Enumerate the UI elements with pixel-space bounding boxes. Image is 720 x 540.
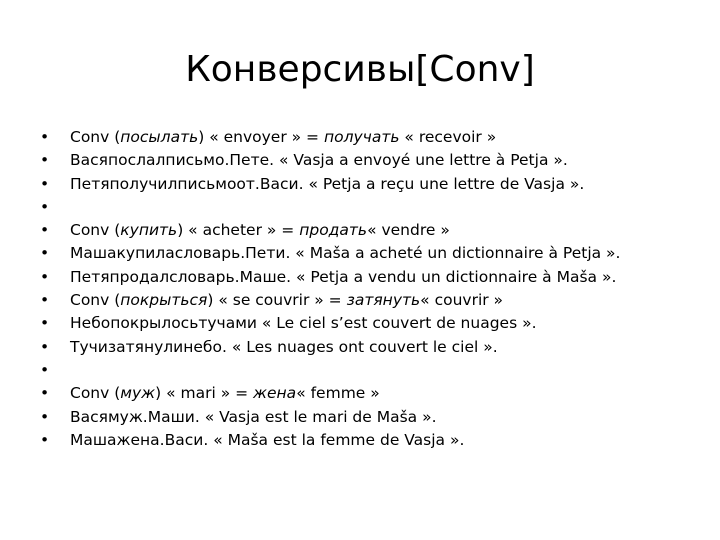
bullet-item xyxy=(40,359,710,382)
bullet-item xyxy=(40,336,710,359)
bullet-text: « vendre » xyxy=(367,221,450,240)
bullet-text: Conv ( xyxy=(70,291,121,310)
bullet-text: Тучизатянулинебо. « Les nuages ont couvert le ciel ». xyxy=(70,337,498,356)
bullet-item xyxy=(40,266,710,289)
bullet-item xyxy=(40,196,710,219)
bullet-text: ) « envoyer » = xyxy=(198,128,324,146)
bullet-dot-icon: • xyxy=(40,337,50,356)
bullet-text: ) « acheter » = xyxy=(177,221,300,240)
bullet-dot-icon: • xyxy=(40,314,50,333)
bullet-dot-icon: • xyxy=(40,197,50,216)
bullet-dot-icon: • xyxy=(40,128,50,146)
bullet-text: Небопокрылосьтучами « Le ciel s’est couvert de nuages ». xyxy=(70,314,537,333)
bullet-item xyxy=(40,173,710,196)
bullet-text: ) « mari » = xyxy=(155,384,254,403)
bullet-item xyxy=(40,219,710,242)
bullet-item xyxy=(40,126,710,149)
bullet-item xyxy=(40,382,710,405)
bullet-term-italic: покрыться xyxy=(120,291,208,310)
bullet-item xyxy=(40,242,710,265)
bullet-item xyxy=(40,429,710,452)
bullet-term-italic: посылать xyxy=(120,128,199,146)
bullet-text: Conv ( xyxy=(70,128,121,146)
bullet-text: ) « se couvrir » = xyxy=(207,291,347,310)
bullet-term-italic: затянуть xyxy=(346,291,421,310)
bullet-text: « femme » xyxy=(296,384,380,403)
bullet-dot-icon: • xyxy=(40,151,50,170)
bullet-term-italic: получать xyxy=(323,128,400,146)
slide-title: Конверсивы[Conv] xyxy=(185,49,535,90)
bullet-item xyxy=(40,312,710,335)
bullet-text: Васямуж.Маши. « Vasja est le mari de Maša ». xyxy=(70,407,437,426)
bullet-text: « couvrir » xyxy=(420,291,504,310)
bullet-dot-icon: • xyxy=(40,384,50,403)
bullet-dot-icon: • xyxy=(40,360,50,379)
bullet-dot-icon: • xyxy=(40,430,50,449)
bullet-dot-icon: • xyxy=(40,407,50,426)
bullet-list xyxy=(40,126,710,452)
bullet-text: « recevoir » xyxy=(399,128,497,146)
bullet-item xyxy=(40,406,710,429)
bullet-item xyxy=(40,289,710,312)
bullet-term-italic: продать xyxy=(299,221,368,240)
bullet-dot-icon: • xyxy=(40,174,50,193)
bullet-text: Петяполучилписьмоот.Васи. « Petja a reçu une lettre de Vasja ». xyxy=(70,174,585,193)
bullet-term-italic: жена xyxy=(253,384,297,403)
bullet-dot-icon: • xyxy=(40,221,50,240)
bullet-text: Conv ( xyxy=(70,221,121,240)
bullet-text: Васяпослалписьмо.Пете. « Vasja a envoyé une lettre à Petja ». xyxy=(70,151,568,170)
bullet-dot-icon: • xyxy=(40,291,50,310)
bullet-text: Conv ( xyxy=(70,384,121,403)
bullet-term-italic: купить xyxy=(120,221,178,240)
bullet-term-italic: муж xyxy=(120,384,156,403)
bullet-dot-icon: • xyxy=(40,244,50,263)
bullet-item xyxy=(40,149,710,172)
bullet-text: Петяпродалсловарь.Маше. « Petja a vendu un dictionnaire à Maša ». xyxy=(70,267,617,286)
bullet-text: Машажена.Васи. « Maša est la femme de Vasja ». xyxy=(70,430,465,449)
bullet-dot-icon: • xyxy=(40,267,50,286)
bullet-text: Машакупиласловарь.Пети. « Maša a acheté un dictionnaire à Petja ». xyxy=(70,244,621,263)
